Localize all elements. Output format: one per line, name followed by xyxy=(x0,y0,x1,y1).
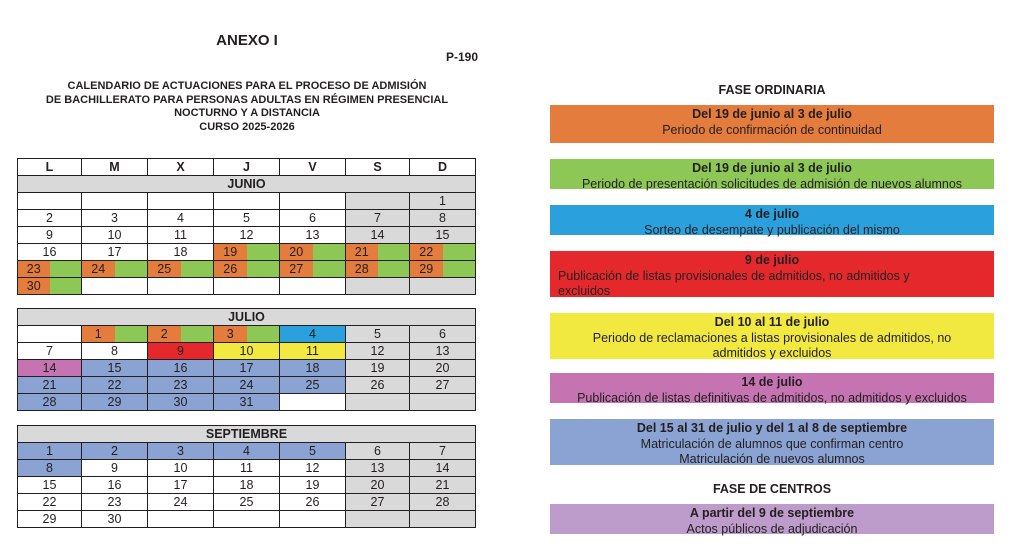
day-cell: 8 xyxy=(82,343,148,360)
day-marker-green xyxy=(443,244,476,260)
day-marker-green xyxy=(115,261,148,277)
day-cell: 24 xyxy=(148,494,214,511)
phase-ordinaria-heading: FASE ORDINARIA xyxy=(718,83,826,97)
subtitle-line: CURSO 2025-2026 xyxy=(199,120,295,133)
day-cell: 7 xyxy=(346,210,410,227)
weekday-header: S xyxy=(346,159,410,176)
day-cell: 5 xyxy=(346,326,410,343)
day-cell xyxy=(214,278,280,295)
legend-item xyxy=(550,373,994,403)
day-cell xyxy=(410,511,476,528)
subtitle-line: CALENDARIO DE ACTUACIONES PARA EL PROCESO DE ADMISIÓN xyxy=(67,80,427,92)
day-cell: 9 xyxy=(148,343,214,360)
day-cell: 16 xyxy=(18,244,82,261)
month-title: SEPTIEMBRE xyxy=(18,426,476,443)
week-row xyxy=(18,261,476,278)
calendar-julio xyxy=(17,308,476,411)
week-row xyxy=(18,360,476,377)
day-cell: 21 xyxy=(410,477,476,494)
day-cell xyxy=(214,193,280,210)
day-cell: 20 xyxy=(410,360,476,377)
day-cell: 3 xyxy=(148,443,214,460)
day-cell: 29 xyxy=(82,394,148,411)
legend-item xyxy=(550,251,994,297)
phase-centros-heading: FASE DE CENTROS xyxy=(712,482,832,496)
week-row xyxy=(18,193,476,210)
week-row xyxy=(18,210,476,227)
day-number: 24 xyxy=(82,261,115,277)
day-cell xyxy=(410,244,476,261)
day-marker-green xyxy=(378,244,410,260)
week-row xyxy=(18,494,476,511)
day-cell: 26 xyxy=(346,377,410,394)
day-number: 29 xyxy=(410,261,443,277)
calendar-septiembre xyxy=(17,425,476,528)
legend-description: Periodo de confirmación de continuidad xyxy=(662,122,882,137)
subtitle-line: DE BACHILLERATO PARA PERSONAS ADULTAS EN RÉGIMEN PRESENCIAL xyxy=(45,93,449,106)
month-title: JULIO xyxy=(18,309,476,326)
day-cell: 13 xyxy=(410,343,476,360)
day-number: 27 xyxy=(280,261,313,277)
legend-description: Publicación de listas definitivas de admitidos, no admitidos y excluidos xyxy=(577,390,967,405)
day-cell: 11 xyxy=(280,343,346,360)
legend-date: Del 15 al 31 de julio y del 1 al 8 de septiembre xyxy=(636,421,908,435)
day-cell: 11 xyxy=(214,460,280,477)
day-cell: 20 xyxy=(346,477,410,494)
day-cell: 19 xyxy=(346,360,410,377)
day-cell: 28 xyxy=(18,394,82,411)
legend-item xyxy=(550,419,994,465)
week-row xyxy=(18,227,476,244)
day-cell xyxy=(18,278,82,295)
day-number: 1 xyxy=(82,326,115,342)
day-cell: 17 xyxy=(82,244,148,261)
legend-description: excluidos xyxy=(558,284,611,298)
week-row xyxy=(18,477,476,494)
day-cell: 7 xyxy=(410,443,476,460)
subtitle-line: NOCTURNO Y A DISTANCIA xyxy=(174,107,320,119)
day-cell: 4 xyxy=(214,443,280,460)
day-cell xyxy=(18,261,82,278)
day-cell xyxy=(410,394,476,411)
day-cell: 17 xyxy=(148,477,214,494)
weekday-header: X xyxy=(148,159,214,176)
day-cell: 30 xyxy=(82,511,148,528)
week-row xyxy=(18,343,476,360)
day-cell: 5 xyxy=(214,210,280,227)
legend-item xyxy=(550,313,994,359)
day-cell: 30 xyxy=(148,394,214,411)
legend-date: Del 19 de junio al 3 de julio xyxy=(692,107,852,121)
day-cell: 1 xyxy=(18,443,82,460)
day-cell: 25 xyxy=(214,494,280,511)
document-subtitle xyxy=(0,80,494,134)
legend-description: Matriculación de alumnos que confirman centro xyxy=(640,436,904,451)
day-cell xyxy=(148,261,214,278)
day-cell: 23 xyxy=(148,377,214,394)
day-cell xyxy=(214,244,280,261)
document-code: P-190 xyxy=(446,50,479,64)
day-cell: 12 xyxy=(214,227,280,244)
legend-date: 9 de julio xyxy=(744,253,800,267)
day-cell xyxy=(280,394,346,411)
day-cell xyxy=(148,193,214,210)
day-cell: 18 xyxy=(214,477,280,494)
day-number: 30 xyxy=(18,278,50,294)
day-cell xyxy=(18,326,82,343)
day-number: 21 xyxy=(346,244,378,260)
day-cell: 22 xyxy=(82,377,148,394)
day-cell: 5 xyxy=(280,443,346,460)
day-marker-green xyxy=(247,244,280,260)
legend-description: Periodo de reclamaciones a listas provisionales de admitidos, no xyxy=(592,330,952,345)
day-cell: 11 xyxy=(148,227,214,244)
day-cell: 18 xyxy=(148,244,214,261)
day-cell xyxy=(280,278,346,295)
day-cell: 7 xyxy=(18,343,82,360)
day-cell: 10 xyxy=(214,343,280,360)
day-number: 2 xyxy=(148,326,181,342)
day-cell xyxy=(346,511,410,528)
legend-item xyxy=(550,205,994,235)
day-cell: 24 xyxy=(214,377,280,394)
weekday-header: L xyxy=(18,159,82,176)
day-cell xyxy=(214,511,280,528)
day-cell: 4 xyxy=(148,210,214,227)
day-marker-green xyxy=(313,261,346,277)
day-cell: 23 xyxy=(82,494,148,511)
day-cell xyxy=(346,244,410,261)
weekday-header: J xyxy=(214,159,280,176)
legend-description: admitidos y excluidos xyxy=(712,346,832,360)
legend-date: Del 19 de junio al 3 de julio xyxy=(692,161,852,175)
day-number: 19 xyxy=(214,244,247,260)
weekday-header: M xyxy=(82,159,148,176)
day-cell xyxy=(148,278,214,295)
week-row xyxy=(18,326,476,343)
day-cell: 16 xyxy=(82,477,148,494)
week-row xyxy=(18,443,476,460)
calendar-junio xyxy=(17,158,476,295)
legend-item xyxy=(550,159,994,189)
legend-description: Matriculación de nuevos alumnos xyxy=(679,452,865,466)
day-number: 20 xyxy=(280,244,313,260)
week-row xyxy=(18,511,476,528)
day-cell xyxy=(346,261,410,278)
day-marker-green xyxy=(181,326,214,342)
weekday-header: D xyxy=(410,159,476,176)
day-cell: 8 xyxy=(410,210,476,227)
day-cell: 14 xyxy=(410,460,476,477)
day-cell: 6 xyxy=(280,210,346,227)
day-marker-green xyxy=(313,244,346,260)
day-cell: 16 xyxy=(148,360,214,377)
week-row xyxy=(18,244,476,261)
day-cell xyxy=(280,244,346,261)
day-cell: 26 xyxy=(280,494,346,511)
day-cell xyxy=(410,278,476,295)
legend-item xyxy=(550,105,994,143)
legend-date: 14 de julio xyxy=(741,375,803,389)
day-cell xyxy=(82,278,148,295)
day-cell: 9 xyxy=(18,227,82,244)
day-cell: 12 xyxy=(280,460,346,477)
day-cell xyxy=(280,511,346,528)
day-cell: 15 xyxy=(410,227,476,244)
legend-date: 4 de julio xyxy=(744,207,800,221)
week-row xyxy=(18,377,476,394)
day-cell xyxy=(148,326,214,343)
day-cell: 1 xyxy=(410,193,476,210)
page-title: ANEXO I xyxy=(216,32,278,49)
day-number: 26 xyxy=(214,261,247,277)
day-number: 23 xyxy=(18,261,50,277)
day-cell: 10 xyxy=(148,460,214,477)
weekday-header: V xyxy=(280,159,346,176)
day-cell: 27 xyxy=(410,377,476,394)
day-cell: 13 xyxy=(280,227,346,244)
day-cell: 3 xyxy=(82,210,148,227)
day-marker-green xyxy=(378,261,410,277)
day-marker-green xyxy=(50,278,82,294)
day-marker-green xyxy=(50,261,82,277)
day-cell xyxy=(214,261,280,278)
day-marker-green xyxy=(115,326,148,342)
day-cell: 29 xyxy=(18,511,82,528)
day-cell: 2 xyxy=(18,210,82,227)
day-cell xyxy=(346,193,410,210)
day-cell xyxy=(82,261,148,278)
day-cell xyxy=(214,326,280,343)
legend-description: Periodo de presentación solicitudes de admisión de nuevos alumnos xyxy=(581,176,963,191)
month-title: JUNIO xyxy=(18,176,476,193)
day-cell: 15 xyxy=(82,360,148,377)
day-cell: 12 xyxy=(346,343,410,360)
day-cell xyxy=(148,511,214,528)
day-cell xyxy=(410,261,476,278)
legend-description: Actos públicos de adjudicación xyxy=(686,521,858,536)
day-number: 3 xyxy=(214,326,247,342)
day-cell: 19 xyxy=(280,477,346,494)
day-number: 25 xyxy=(148,261,181,277)
day-cell: 9 xyxy=(82,460,148,477)
day-cell: 6 xyxy=(410,326,476,343)
day-marker-green xyxy=(443,261,476,277)
legend-item xyxy=(550,504,994,534)
day-cell xyxy=(82,193,148,210)
legend-date: Del 10 al 11 de julio xyxy=(714,315,830,329)
day-marker-green xyxy=(247,261,280,277)
day-cell xyxy=(280,193,346,210)
day-cell: 15 xyxy=(18,477,82,494)
day-cell: 4 xyxy=(280,326,346,343)
week-row xyxy=(18,394,476,411)
day-cell: 31 xyxy=(214,394,280,411)
day-cell: 28 xyxy=(410,494,476,511)
day-cell xyxy=(346,394,410,411)
day-cell: 17 xyxy=(214,360,280,377)
week-row xyxy=(18,278,476,295)
day-cell: 8 xyxy=(18,460,82,477)
day-marker-green xyxy=(181,261,214,277)
day-number: 28 xyxy=(346,261,378,277)
day-cell xyxy=(18,193,82,210)
day-cell xyxy=(346,278,410,295)
day-cell: 10 xyxy=(82,227,148,244)
day-cell: 27 xyxy=(346,494,410,511)
week-row xyxy=(18,460,476,477)
day-cell: 25 xyxy=(280,377,346,394)
legend-description: Publicación de listas provisionales de admitidos, no admitidos y xyxy=(558,268,910,283)
day-cell: 14 xyxy=(346,227,410,244)
day-cell: 14 xyxy=(18,360,82,377)
day-marker-green xyxy=(247,326,280,342)
day-cell: 13 xyxy=(346,460,410,477)
day-cell xyxy=(82,326,148,343)
day-cell: 2 xyxy=(82,443,148,460)
legend-date: A partir del 9 de septiembre xyxy=(689,506,855,520)
day-cell: 21 xyxy=(18,377,82,394)
day-cell: 22 xyxy=(18,494,82,511)
day-cell: 6 xyxy=(346,443,410,460)
day-cell xyxy=(280,261,346,278)
legend-description: Sorteo de desempate y publicación del mismo xyxy=(644,222,900,237)
day-cell: 18 xyxy=(280,360,346,377)
day-number: 22 xyxy=(410,244,443,260)
